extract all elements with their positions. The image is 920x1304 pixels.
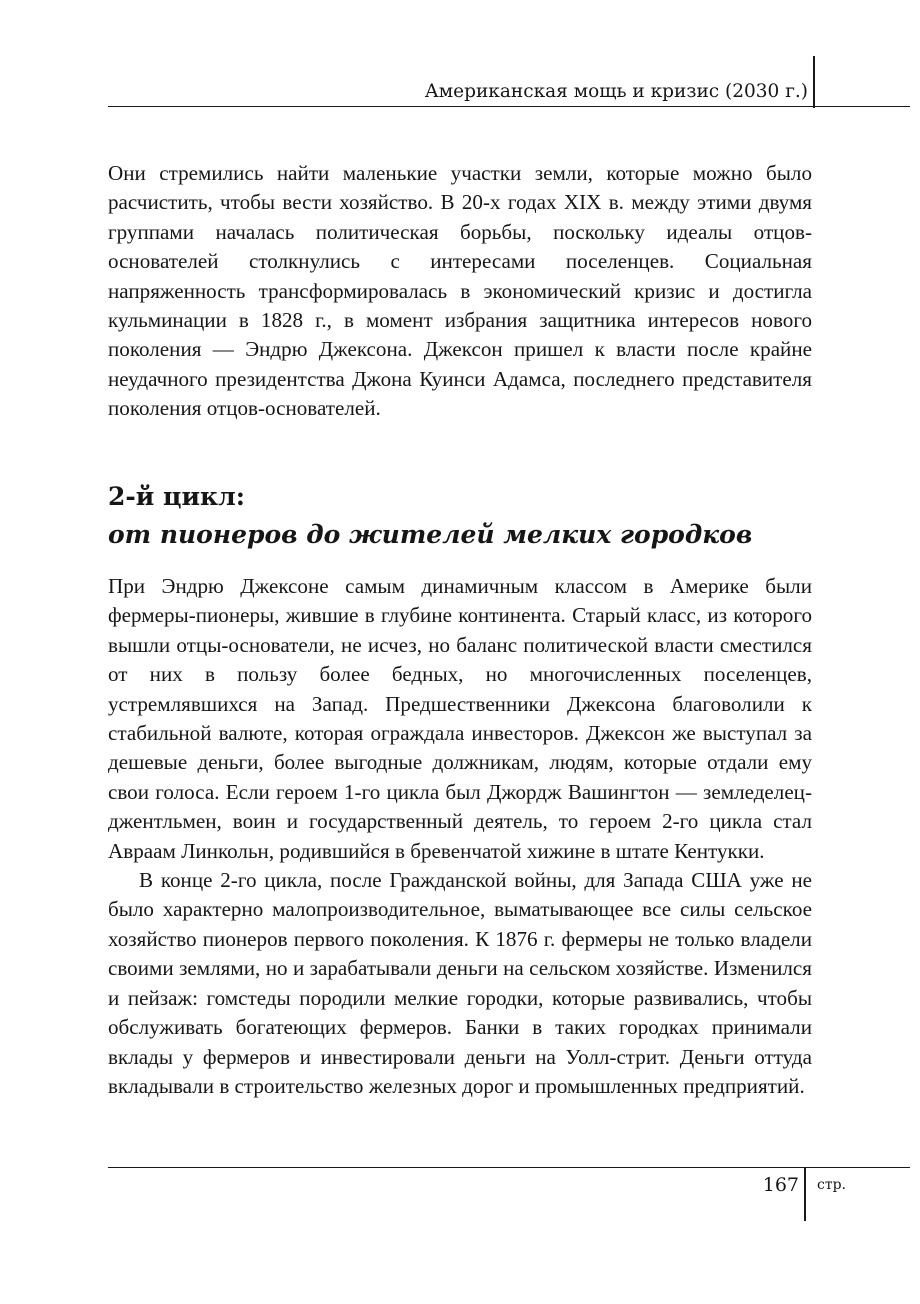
page-number: 167 [762,1174,799,1196]
footer-vertical-bar [804,1168,806,1221]
paragraph: В конце 2-го цикла, после Гражданской войны, для Запада США уже не было характерно малопроизводительное, выматывающее все силы сельское хозяйство пионеров первого поколения. К 1876 г. фермеры не только владели своими землями, но и зарабатывали деньги на сельском хозяйстве. Изменился и пейзаж: гомстеды породили мелкие городки, которые развивались, чтобы обслуживать богатеющих фермеров. Банки в таких городках принимали вклады у фермеров и инвестировали деньги на Уолл-стрит. Деньги оттуда вкладывали в строительство железных дорог и промышленных предприятий. [108,868,812,1098]
intro-paragraph-block [108,159,812,424]
page-label: стр. [817,1177,846,1193]
section-title: 2-й цикл: [108,482,245,511]
section-body [108,572,812,1101]
paragraph: Они стремились найти маленькие участки земли, которые можно было расчистить, чтобы вести хозяйство. В 20-х годах XIX в. между этими двумя группами началась политическая борьбы, поскольку идеалы отцов-основателей столкнулись с интересами поселенцев. Социальная напряженность трансформировалась в экономический кризис и достигла кульминации в 1828 г., в момент избрания защитника интересов нового поколения — Эндрю Джексона. Джексон пришел к власти после крайне неудачного президентства Джона Куинси Адамса, последнего представителя поколения отцов-основателей. [108,161,812,421]
paragraph: При Эндрю Джексоне самым динамичным классом в Америке были фермеры-пионеры, жившие в глубине континента. Старый класс, из которого вышли отцы-основатели, не исчез, но баланс политической власти сместился от них в пользу более бедных, но многочисленных поселенцев, устремлявшихся на Запад. Предшественники Джексона благоволили к стабильной валюте, которая ограждала инвесторов. Джексон же выступал за дешевые деньги, более выгодные должникам, людям, которые отдали ему свои голоса. Если героем 1-го цикла был Джордж Вашингтон — земледелец-джентльмен, воин и государственный деятель, то героем 2-го цикла стал Авраам Линкольн, родившийся в бревенчатой хижине в штате Кентукки. [108,574,812,863]
section-heading [108,478,812,554]
footer-rule [108,1167,910,1168]
section-subtitle: от пионеров до жителей мелких городков [108,520,753,549]
running-head: Американская мощь и кризис (2030 г.) [424,81,808,102]
header-vertical-bar [813,56,815,108]
header-rule [108,106,910,107]
